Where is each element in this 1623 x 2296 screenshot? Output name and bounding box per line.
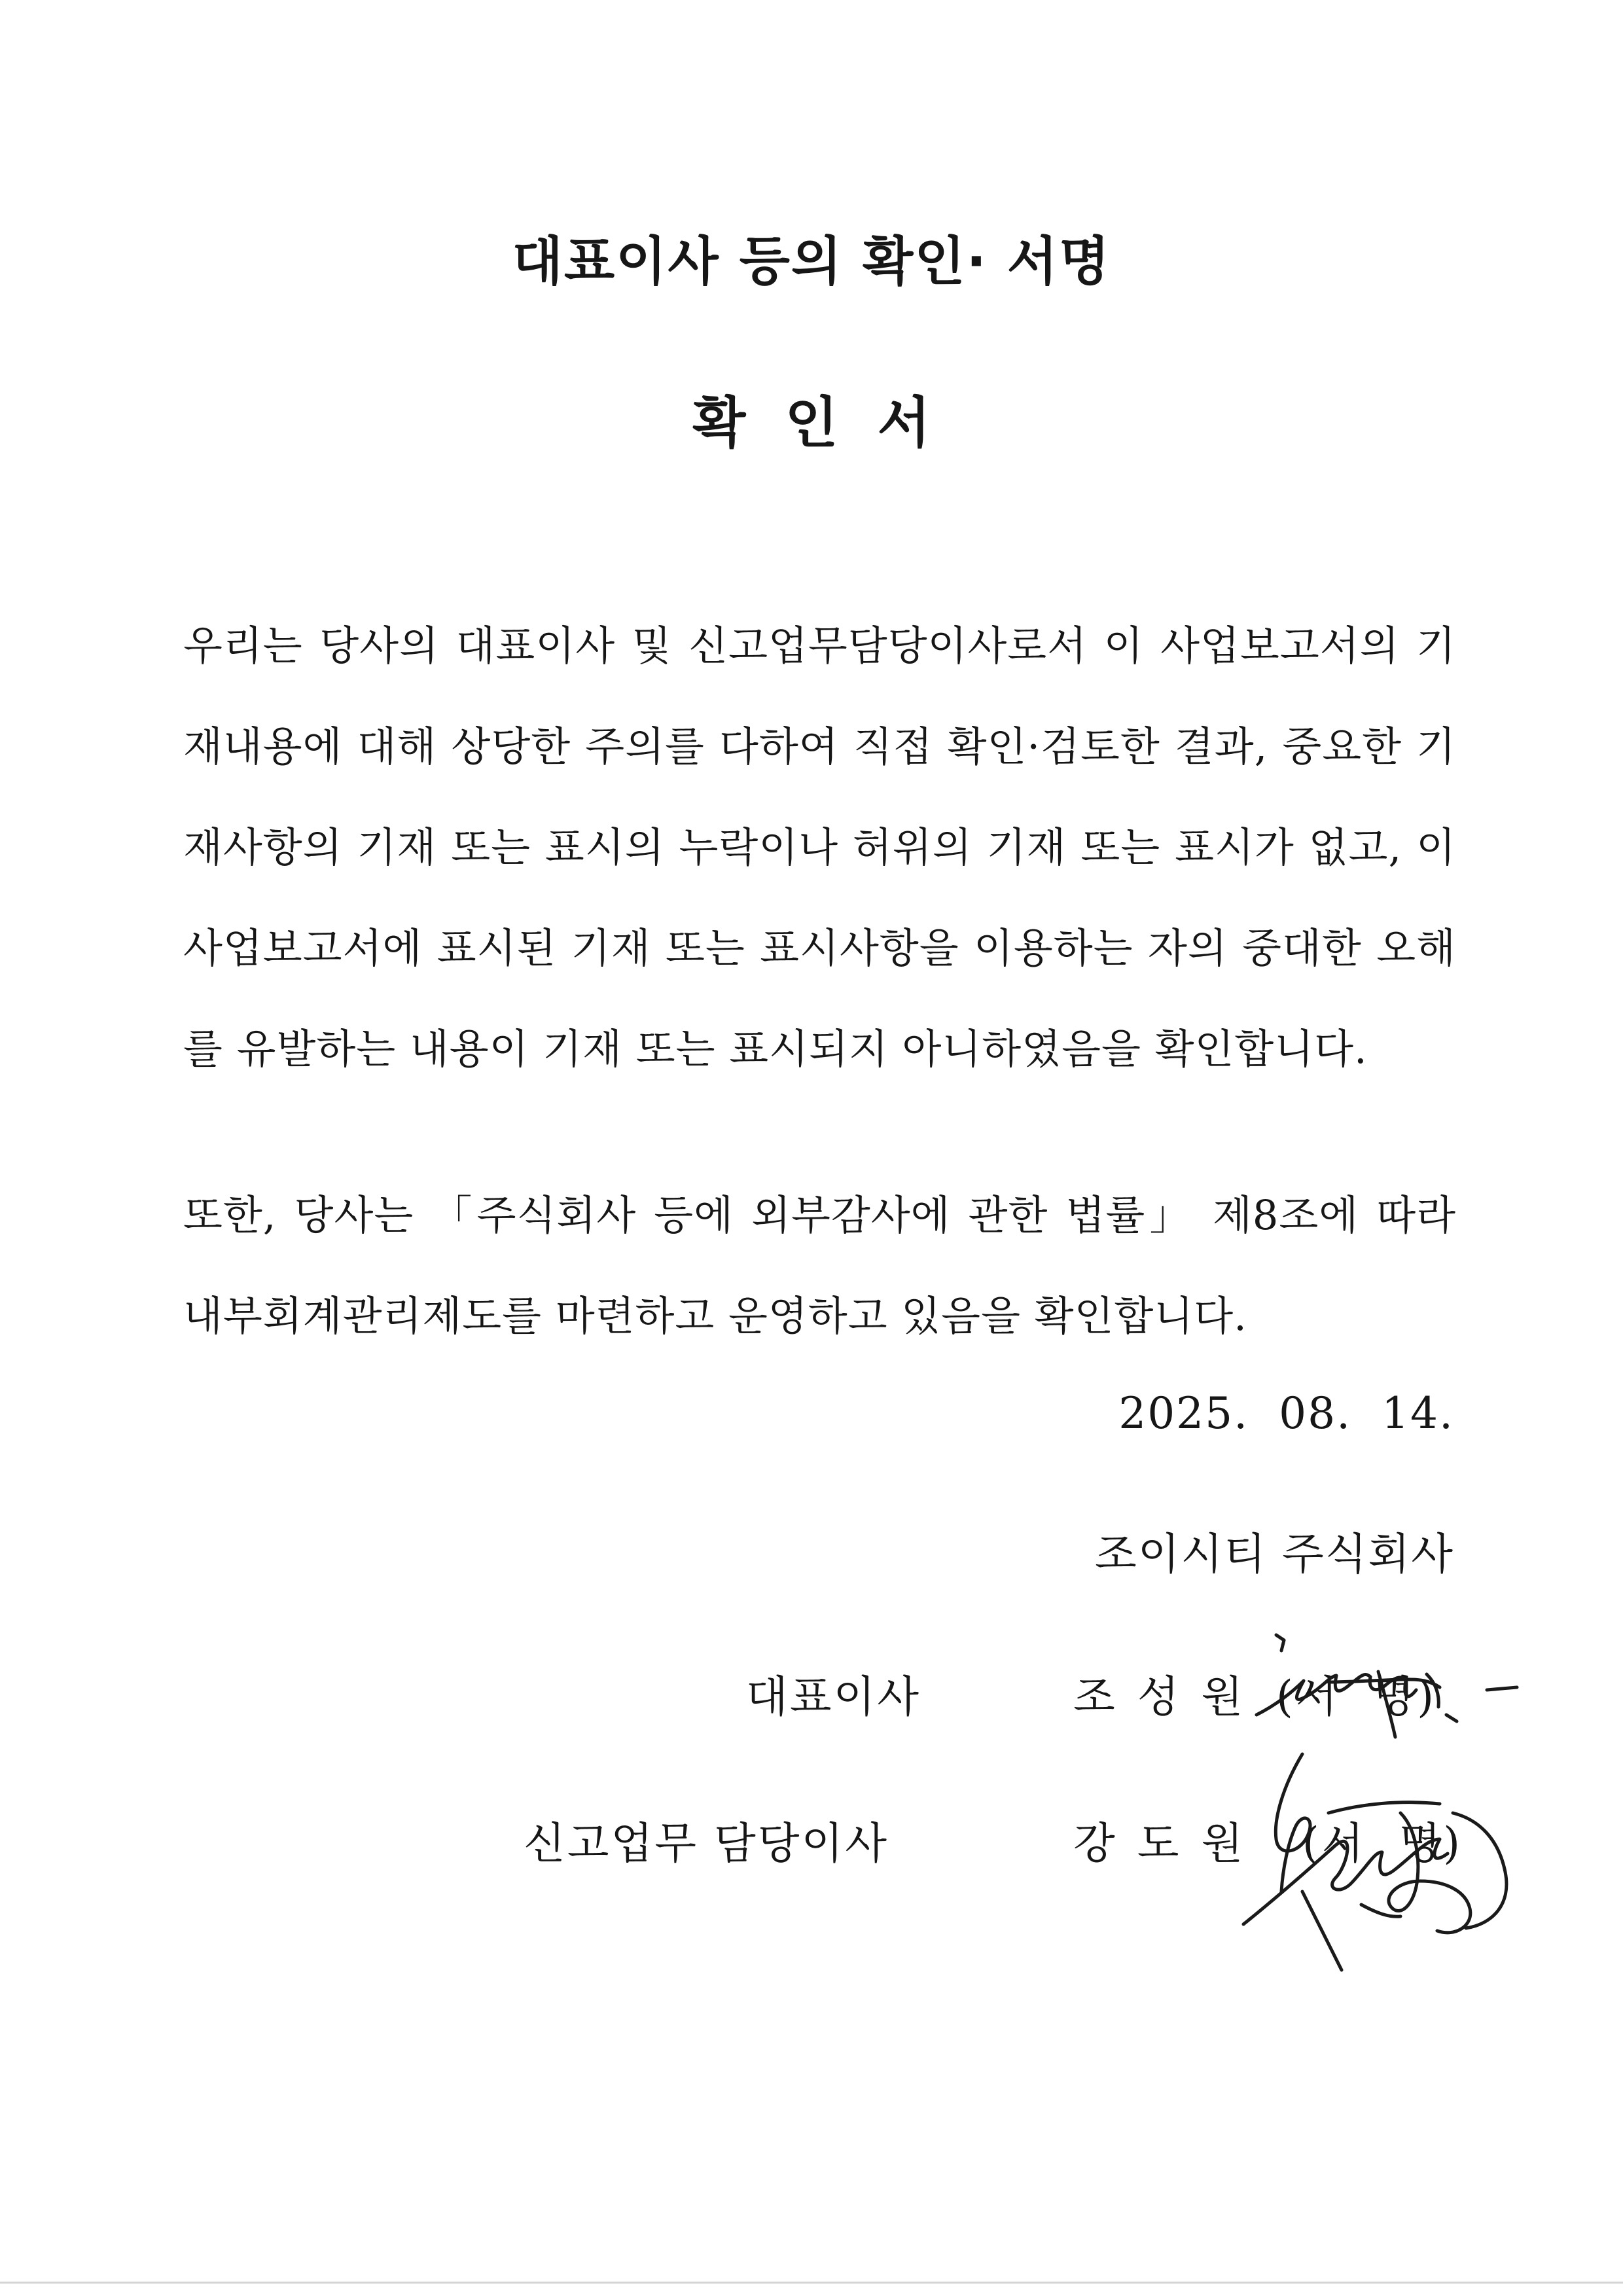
ceo-name: 조성원 [1073, 1672, 1266, 1722]
cfo-role-label: 신고업무 담당이사 [524, 1818, 889, 1869]
confirmation-paragraph: 우리는 당사의 대표이사 및 신고업무담당이사로서 이 사업보고서의 기재내용에 대해 상당한 주의를 다하여 직접 확인·검토한 결과, 중요한 기재사항의 기재 또는 표시의 누락이나 허위의 기재 또는 표시가 없고, 이 사업보고서에 표시된 기재 또는 표시사항을 이용하는 자의 중대한 오해를 유발하는 내용이 기재 또는 표시되지 아니하였음을 확인합니다. [183, 622, 1456, 1073]
cfo-seal-label: (서 명) [1302, 1818, 1463, 1869]
company-name: 조이시티 주식회사 [1094, 1529, 1454, 1579]
internal-control-paragraph: 또한, 당사는 「주식회사 등에 외부감사에 관한 법률」 제8조에 따라 내부회계관리제도를 마련하고 운영하고 있음을 확인합니다. [183, 1191, 1456, 1340]
document-date: 2025. 08. 14. [1118, 1388, 1454, 1439]
ceo-seal-label: (서 명) [1276, 1672, 1436, 1722]
ceo-role-label: 대표이사 [746, 1672, 921, 1722]
cfo-name: 강도원 [1073, 1818, 1266, 1869]
document-title: 대표이사 등의 확인· 서명 [512, 231, 1111, 292]
document-subtitle: 확인서 [692, 391, 970, 455]
scan-edge-line [0, 2282, 1623, 2284]
